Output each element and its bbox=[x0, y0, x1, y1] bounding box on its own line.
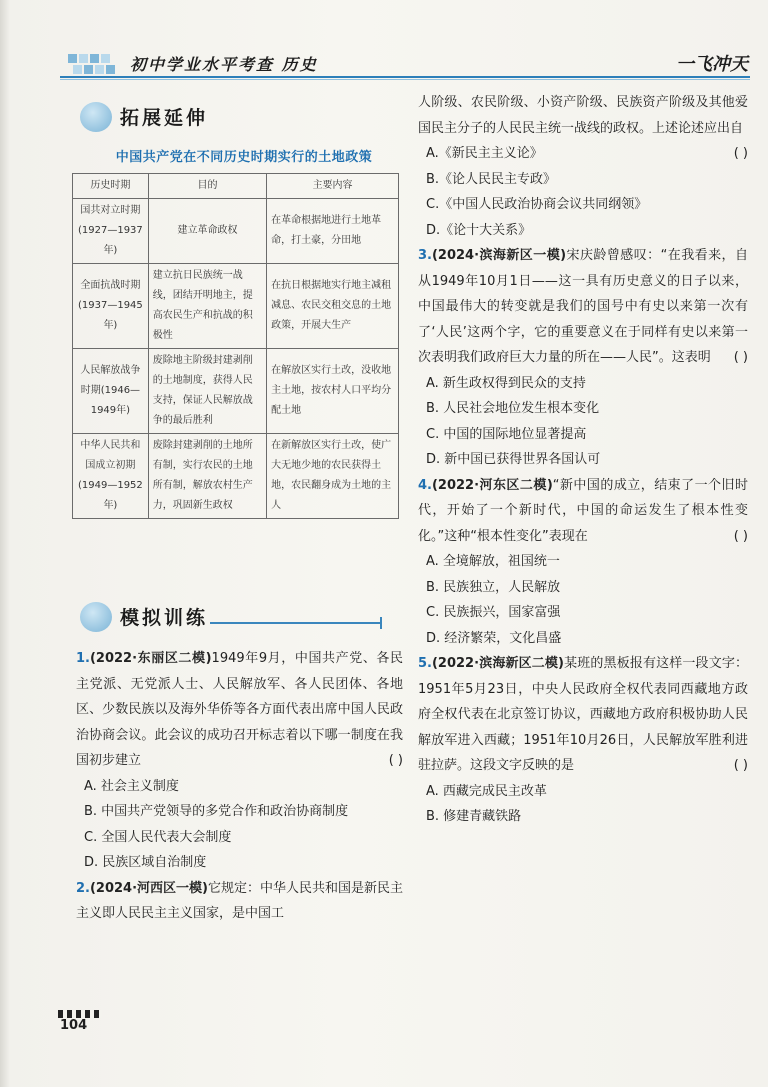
table-cell: 建立革命政权 bbox=[148, 199, 266, 264]
table-header-row bbox=[73, 174, 399, 199]
option-a[interactable]: A. 新生政权得到民众的支持 bbox=[426, 375, 586, 391]
answer-blank[interactable]: ( ) bbox=[733, 350, 748, 365]
question-stem bbox=[418, 243, 748, 371]
column-header: 主要内容 bbox=[267, 174, 399, 199]
table-row bbox=[73, 349, 399, 434]
table-caption: 中国共产党在不同历史时期实行的土地政策 bbox=[115, 150, 373, 165]
header-decoration-icon bbox=[68, 54, 120, 76]
page-spine-shadow bbox=[0, 0, 10, 1087]
table-cell: 中华人民共和国成立初期(1949—1952年) bbox=[73, 434, 149, 519]
table-cell: 在革命根据地进行土地革命，打土豪，分田地 bbox=[267, 199, 399, 264]
option-a[interactable]: A. 全境解放，祖国统一 bbox=[426, 554, 560, 569]
question-4 bbox=[418, 473, 748, 652]
option-c[interactable]: C. 全国人民代表大会制度 bbox=[84, 829, 232, 845]
table-cell: 建立抗日民族统一战线，团结开明地主，提高农民生产和抗战的积极性 bbox=[148, 264, 266, 349]
header-brand: 一飞冲天 bbox=[676, 54, 748, 75]
header-title: 初中学业水平考查 历史 bbox=[130, 55, 318, 74]
question-text: 人阶级、农民阶级、小资产阶级、民族资产阶级及其他爱国民主分子的人民民主统一战线的政权。上述论述应出自 bbox=[418, 95, 748, 136]
question-5 bbox=[418, 651, 748, 830]
answer-blank[interactable]: ( ) bbox=[388, 753, 403, 768]
table-cell: 国共对立时期(1927—1937年) bbox=[73, 199, 149, 264]
question-source: (2022·东丽区二模) bbox=[89, 651, 212, 666]
option-d[interactable]: D. 新中国已获得世界各国认可 bbox=[426, 452, 601, 467]
question-source: (2022·河东区二模) bbox=[431, 477, 553, 493]
question-3 bbox=[418, 243, 748, 473]
table-cell: 全面抗战时期(1937—1945年) bbox=[73, 264, 149, 349]
section-badge-icon bbox=[80, 102, 112, 132]
table-cell: 废除地主阶级封建剥削的土地制度，获得人民支持，保证人民解放战争的最后胜利 bbox=[148, 349, 266, 434]
option-b[interactable]: B.《论人民民主专政》 bbox=[426, 171, 557, 187]
option-a[interactable]: A. 社会主义制度 bbox=[84, 778, 179, 794]
question-number: 5. bbox=[418, 656, 432, 671]
option-b[interactable]: B. 人民社会地位发生根本变化 bbox=[426, 401, 600, 416]
question-number: 3. bbox=[418, 248, 432, 263]
option-b[interactable]: B. 民族独立，人民解放 bbox=[426, 579, 561, 595]
question-stem bbox=[418, 473, 748, 550]
question-source: (2024·河西区一模) bbox=[89, 880, 208, 896]
clapboard-icon bbox=[58, 1010, 102, 1018]
extension-section-heading bbox=[80, 100, 400, 134]
table-cell: 人民解放战争时期(1946—1949年) bbox=[73, 349, 149, 434]
option-d[interactable]: D. 经济繁荣，文化昌盛 bbox=[426, 630, 562, 646]
option-c[interactable]: C.《中国人民政治协商会议共同纲领》 bbox=[426, 197, 648, 212]
table-row bbox=[73, 434, 399, 519]
question-text: “新中国的成立，结束了一个旧时代，开始了一个新时代，中国的命运发生了根本性变化。”这种“根本性变化”表现在 bbox=[418, 477, 748, 544]
option-c[interactable]: C. 中国的国际地位显著提高 bbox=[426, 426, 587, 442]
column-header: 历史时期 bbox=[73, 174, 149, 199]
table-cell: 在新解放区实行土改，使广大无地少地的农民获得土地，农民翻身成为土地的主人 bbox=[267, 434, 399, 519]
question-stem bbox=[418, 651, 748, 779]
training-section-heading bbox=[80, 600, 410, 634]
table-row bbox=[73, 199, 399, 264]
table-cell: 在解放区实行土改，没收地主土地，按农村人口平均分配土地 bbox=[267, 349, 399, 434]
question-source: (2024·滨海新区一模) bbox=[431, 248, 567, 263]
question-number: 1. bbox=[76, 651, 90, 666]
right-question-column bbox=[418, 90, 748, 830]
question-source: (2022·滨海新区二模) bbox=[431, 656, 564, 671]
question-stem bbox=[76, 646, 403, 774]
question-number: 2. bbox=[76, 880, 90, 896]
page-header bbox=[60, 48, 750, 80]
option-b[interactable]: B. 中国共产党领导的多党合作和政治协商制度 bbox=[84, 804, 349, 819]
header-rule-thin bbox=[60, 79, 750, 80]
land-policy-table bbox=[72, 173, 399, 519]
option-b[interactable]: B. 修建青藏铁路 bbox=[426, 809, 522, 824]
question-2-continued bbox=[418, 90, 748, 243]
table-cell: 在抗日根据地实行地主减租减息、农民交租交息的土地政策，开展大生产 bbox=[267, 264, 399, 349]
question-number: 4. bbox=[418, 477, 432, 493]
answer-blank[interactable]: ( ) bbox=[733, 758, 748, 773]
question-text: 它规定：中华人民共和国是新民主主义即人民民主主义国家，是中国工 bbox=[76, 880, 404, 921]
option-d[interactable]: D. 民族区域自治制度 bbox=[84, 855, 207, 870]
section-badge-icon bbox=[80, 602, 112, 632]
answer-blank[interactable]: ( ) bbox=[733, 528, 748, 544]
option-a[interactable]: A. 西藏完成民主改革 bbox=[426, 783, 547, 799]
question-text: 1949年9月，中国共产党、各民主党派、无党派人士、人民解放军、各人民团体、各地区、少数民族以及海外华侨等各方面代表出席中国人民政治协商会议。此会议的成功召开标志着以下哪一制度在我国初步建立 bbox=[76, 651, 403, 768]
training-title: 模拟训练 bbox=[120, 607, 209, 629]
question-stem bbox=[76, 876, 403, 927]
extension-title: 拓展延伸 bbox=[120, 107, 209, 129]
question-1 bbox=[76, 646, 403, 876]
section-rule-end bbox=[380, 617, 382, 629]
section-rule bbox=[210, 622, 382, 624]
answer-blank[interactable]: ( ) bbox=[733, 146, 748, 161]
question-text: 宋庆龄曾感叹：“在我看来，自从1949年10月1日——这一具有历史意义的日子以来，中国最伟大的转变就是我们的国号中有史以来第一次有了‘人民’这两个字，它的重要意义在于同样有史以来第一次表明我们政府巨大力量的所在——人民”。这表明 bbox=[418, 248, 748, 365]
option-a[interactable]: A.《新民主主义论》 bbox=[426, 146, 543, 161]
question-text: 某班的黑板报有这样一段文字：1951年5月23日，中央人民政府全权代表同西藏地方政府全权代表在北京签订协议，西藏地方政府积极协助人民解放军进入西藏；1951年10月26日，人民解放军胜利进驻拉萨。这段文字反映的是 bbox=[418, 656, 748, 773]
option-d[interactable]: D.《论十大关系》 bbox=[426, 222, 532, 238]
option-c[interactable]: C. 民族振兴，国家富强 bbox=[426, 605, 561, 620]
left-question-column bbox=[76, 646, 403, 927]
page-number-badge bbox=[58, 1010, 102, 1038]
column-header: 目的 bbox=[148, 174, 266, 199]
question-2-start bbox=[76, 876, 403, 927]
table-cell: 废除封建剥削的土地所有制，实行农民的土地所有制，解放农村生产力，巩固新生政权 bbox=[148, 434, 266, 519]
table-row bbox=[73, 264, 399, 349]
page-number: 104 bbox=[60, 1018, 88, 1033]
header-rule bbox=[60, 76, 750, 78]
